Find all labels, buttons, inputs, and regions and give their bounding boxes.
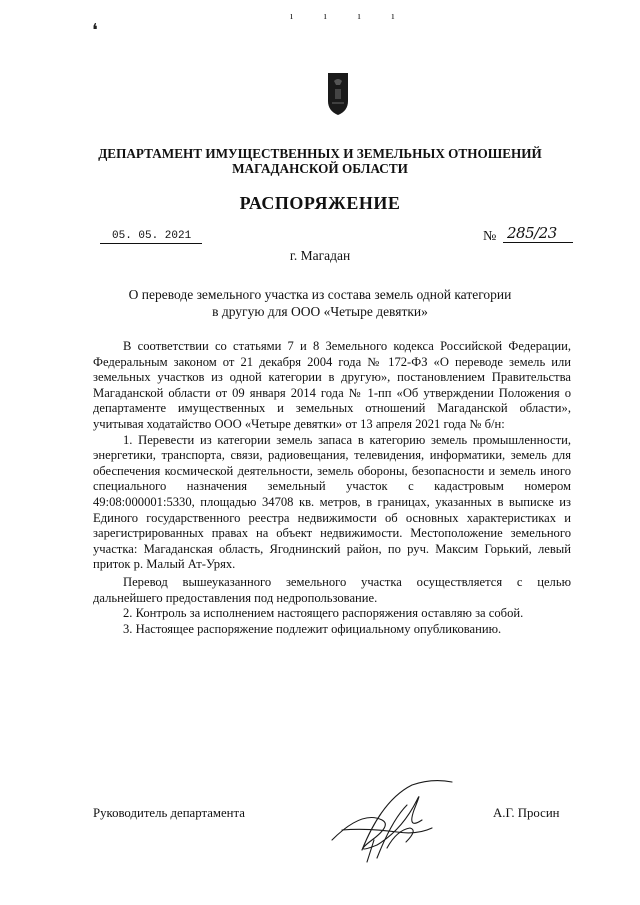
scan-artifact-ticks: ı ı ı ı: [290, 10, 409, 22]
subject-line1: О переводе земельного участка из состава земель одной категории: [128, 287, 512, 302]
signatory-role: Руководитель департамента: [93, 806, 245, 820]
paragraph-item-3: 3. Настоящее распоряжение подлежит официальному опубликованию.: [123, 621, 502, 636]
signatory-name: А.Г. Просин: [493, 806, 560, 820]
scan-artifact-mark: ❛: [92, 20, 98, 40]
department-name-line2: МАГАДАНСКОЙ ОБЛАСТИ: [232, 161, 408, 176]
handwritten-signature: [322, 770, 462, 865]
paragraph-item-1: 1. Перевести из категории земель запаса в категорию земель промышленности, энергетики, транспорта, связи, радиовещания, телевидения, информатики, земель для обеспечения космической деятельности, земель обороны, безопасности и земель иного специального назначения земельный участок с кадастровым номером 49:08:000001:5330, площадью 34708 кв. метров, в границах, указанных в выписке из Единого государственного реестра недвижимости об основных характеристиках и зарегистрированных правах на объект недвижимости. Местоположение земельного участка: Магаданская область, Ягоднинский район, по руч. Максим Горький, левый приток р. Малый Ат-Урях.: [93, 432, 571, 572]
paragraph-item-2: 2. Контроль за исполнением настоящего распоряжения оставляю за собой.: [123, 606, 524, 621]
subject-line2: в другую для ООО «Четыре девятки»: [212, 304, 428, 319]
coat-of-arms-icon: [326, 71, 350, 117]
document-date: 05. 05. 2021: [100, 230, 202, 244]
paragraph-preamble: В соответствии со статьями 7 и 8 Земельного кодекса Российской Федерации, Федеральным законом от 21 декабря 2004 года № 172-ФЗ «О переводе земель или земельных участков из одной категории в другую», постановлением Правительства Магаданской области от 09 января 2014 года № 1-пп «Об утверждении Положения о департаменте имущественных и земельных отношений Магаданской области», учитывая ходатайство ООО «Четыре девятки» от 13 апреля 2021 года № б/н:: [93, 339, 571, 431]
document-number: 285/23: [503, 224, 573, 243]
document-body: [93, 339, 571, 637]
paragraph-purpose: Перевод вышеуказанного земельного участка осуществляется с целью дальнейшего предоставления под недропользование.: [93, 574, 571, 605]
document-city: г. Магадан: [289, 248, 351, 263]
department-name-line1: ДЕПАРТАМЕНТ ИМУЩЕСТВЕННЫХ И ЗЕМЕЛЬНЫХ ОТНОШЕНИЙ: [98, 146, 542, 161]
document-title: РАСПОРЯЖЕНИЕ: [239, 193, 401, 213]
number-sign: №: [483, 229, 497, 244]
document-subject: [0, 286, 640, 320]
